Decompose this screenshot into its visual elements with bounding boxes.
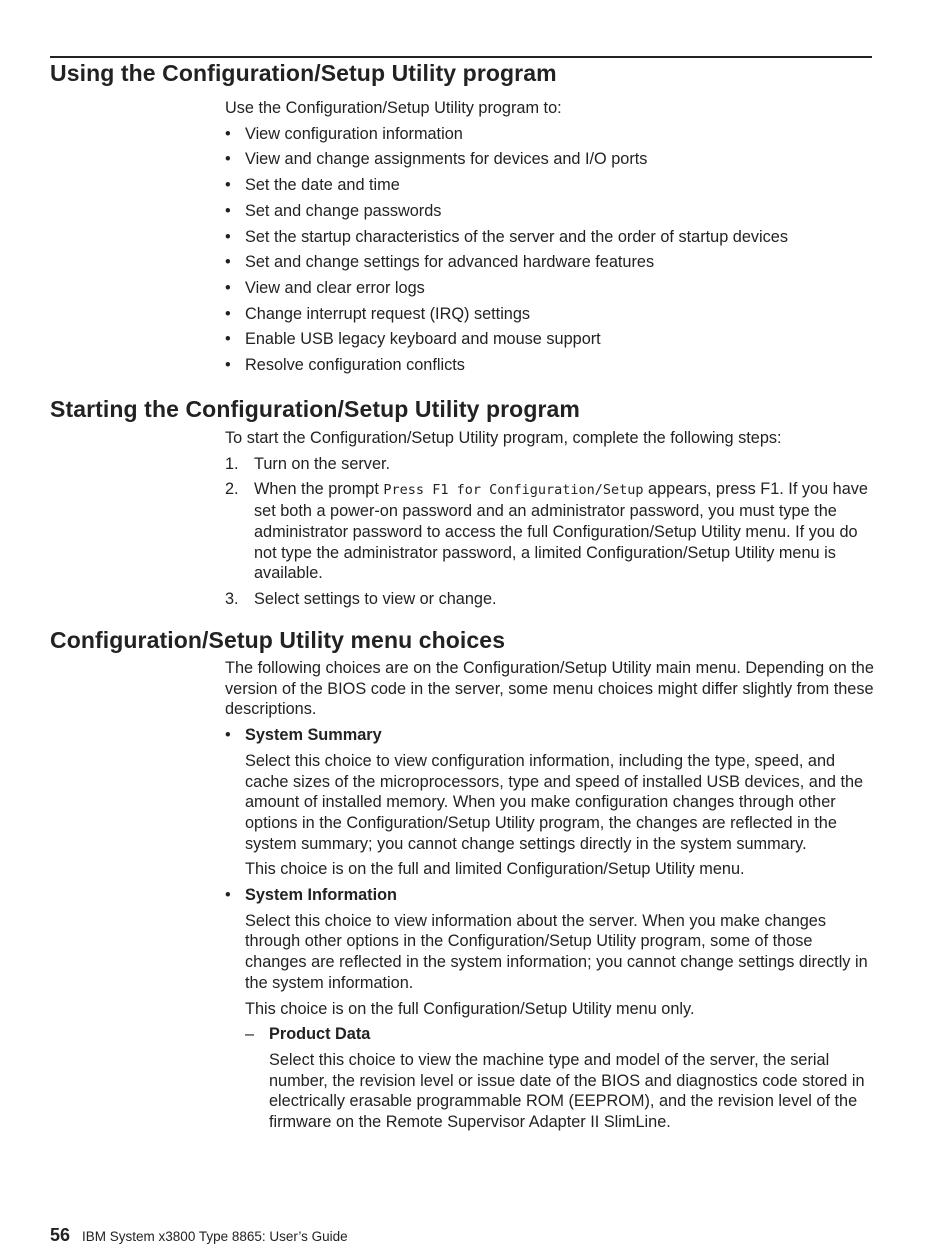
section-using-body (225, 98, 875, 376)
menu-choice-system-information (225, 885, 875, 1133)
menu-choices-list (225, 725, 875, 1133)
prompt-code: Press F1 for Configuration/Setup (383, 482, 644, 499)
list-item: • Set and change passwords (225, 201, 875, 222)
section-starting-body (225, 428, 875, 610)
list-item: • Resolve configuration conflicts (225, 355, 875, 376)
heading-menu-choices: Configuration/Setup Utility menu choices (50, 627, 506, 653)
list-item: • View and clear error logs (225, 278, 875, 299)
list-item: • Set the startup characteristics of the server and the order of startup devices (225, 227, 875, 248)
step-item: 1. Turn on the server. (225, 454, 391, 473)
step-item: 2. When the prompt Press F1 for Configuration/Setup appears, press F1. If you have set both a power-on password and an administrator password, you must type the administrator password to access the full Configuration/Setup Utility menu. If you do not type the administrator password, a limited Configuration/Setup Utility menu is available. (225, 480, 868, 583)
list-item: • Enable USB legacy keyboard and mouse support (225, 329, 875, 350)
choice-title: • System Information (245, 886, 397, 905)
step-item: 3. Select settings to view or change. (225, 589, 497, 608)
list-item: • View and change assignments for devices and I/O ports (225, 149, 875, 170)
list-item: • Change interrupt request (IRQ) settings (225, 304, 875, 325)
footer-title: IBM System x3800 Type 8865: User’s Guide (82, 1229, 348, 1244)
choice-description: Select this choice to view configuration information, including the type, speed, and cache sizes of the microprocessors, type and speed of installed USB devices, and the amount of installed memory. When you make configuration changes through other options in the Configuration/Setup Utility program, the changes are reflected in the system summary; you cannot change settings directly in the system summary. (245, 751, 864, 853)
intro-paragraph: The following choices are on the Configuration/Setup Utility main menu. Depending on the version of the BIOS code in the server, some menu choices might differ slightly from these descriptions. (225, 659, 874, 719)
choice-description: Select this choice to view information about the server. When you make changes through other options in the Configuration/Setup Utility program, some of those changes are reflected in the system information; you cannot change settings directly in the system information. (245, 911, 868, 992)
list-item: • View configuration information (225, 124, 875, 145)
heading-using-utility: Using the Configuration/Setup Utility program (50, 60, 557, 86)
list-item: • Set and change settings for advanced hardware features (225, 252, 875, 273)
sub-choice-title: Product Data (269, 1025, 371, 1044)
sub-choice-product-data: – Product Data Select this choice to view the machine type and model of the server, the serial number, the revision level or issue date of the BIOS and diagnostics code stored in electrically erasable programmable ROM (EEPROM), and the revision level of the firmware on the Remote Supervisor Adapter II SlimLine. (245, 1024, 875, 1133)
page-footer (50, 1225, 348, 1246)
intro-paragraph: Use the Configuration/Setup Utility program to: (225, 99, 562, 117)
intro-paragraph: To start the Configuration/Setup Utility program, complete the following steps: (225, 429, 782, 447)
list-item: • Set the date and time (225, 175, 875, 196)
top-rule (50, 56, 872, 58)
heading-starting-utility: Starting the Configuration/Setup Utility program (50, 396, 580, 422)
uses-list (225, 124, 875, 376)
section-menu-choices-body (225, 658, 875, 1133)
choice-note: This choice is on the full Configuration/Setup Utility menu only. (245, 999, 695, 1018)
menu-choice-system-summary (225, 725, 875, 880)
choice-note: This choice is on the full and limited Configuration/Setup Utility menu. (245, 860, 745, 879)
steps-list (225, 454, 875, 610)
sub-choice-description: Select this choice to view the machine type and model of the server, the serial number, the revision level or issue date of the BIOS and diagnostics code stored in electrically erasable programmable ROM (EEPROM), and the revision level of the firmware on the Remote Supervisor Adapter II SlimLine. (269, 1050, 865, 1132)
choice-title: • System Summary (245, 726, 382, 745)
sub-choices-list (245, 1024, 875, 1133)
page-number: 56 (50, 1225, 71, 1245)
